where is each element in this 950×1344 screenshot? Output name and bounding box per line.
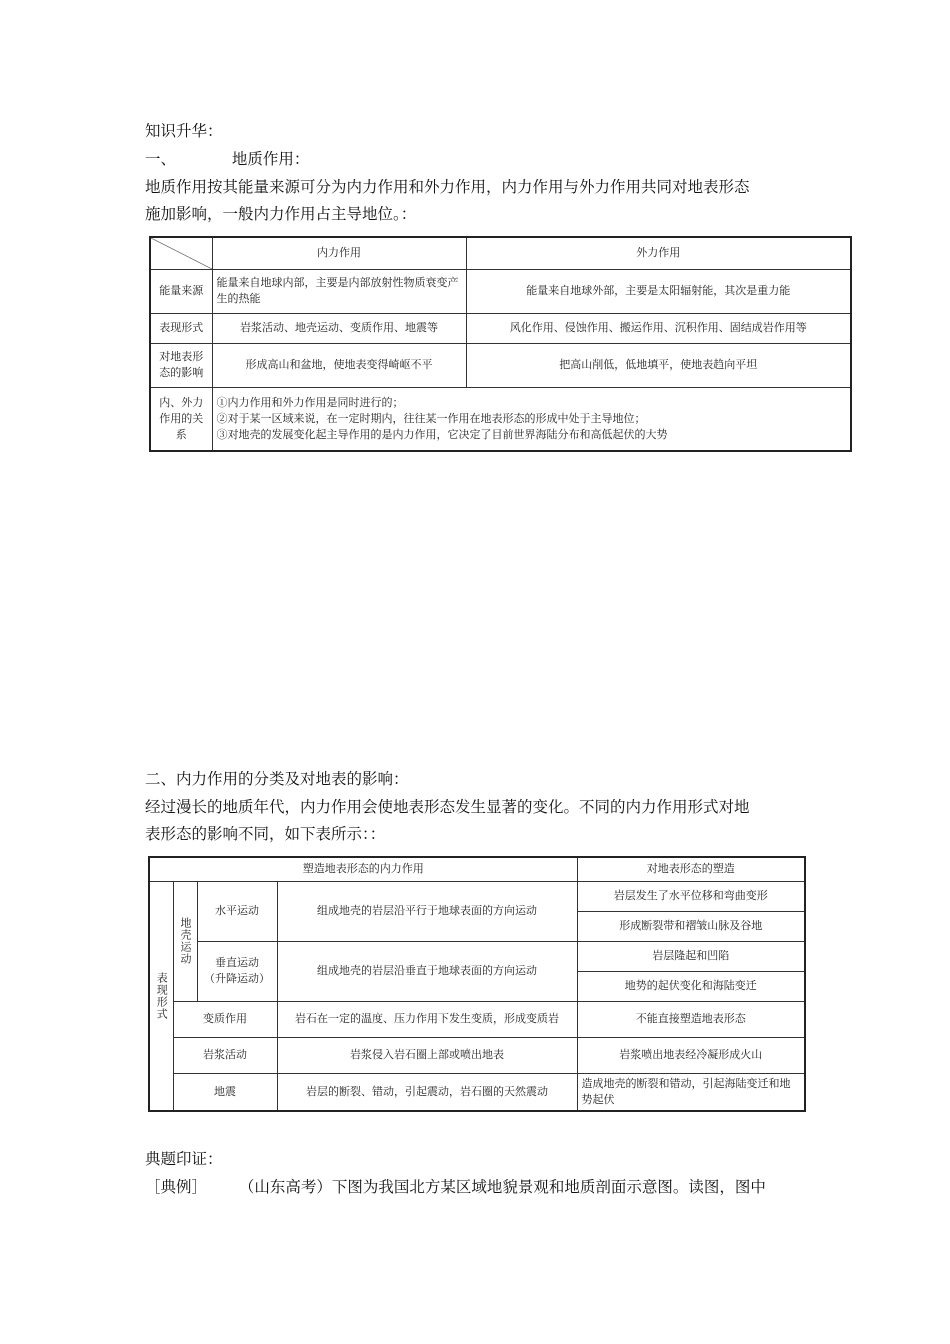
vertical-movement [197,941,277,1001]
section2-heading: 二、内力作用的分类及对地表的影响： [145,770,409,788]
cell-energy-external: 能量来自地球外部，主要是太阳辐射能，其次是重力能 [466,269,851,313]
earthquake-effect: 造成地壳的断裂和错动，引起海陆变迁和地势起伏 [577,1073,805,1111]
cell-forms-external: 风化作用、侵蚀作用、搬运作用、沉积作用、固结成岩作用等 [466,313,851,343]
metamorphism: 变质作用 [173,1001,277,1037]
row-label-energy: 能量来源 [150,269,212,313]
diagonal-header-cell [150,237,212,269]
section1-number: 一、 [145,150,177,168]
internal-forces-table [148,856,806,1112]
header-internal: 内力作用 [212,237,466,269]
row-label-relation: 内、外力作用的关系 [150,387,212,451]
section2-para-line2: 表形态的影响不同，如下表所示：： [145,825,386,843]
horizontal-desc: 组成地壳的岩层沿平行于地球表面的方向运动 [277,881,577,941]
label-forms: 表现形式 [149,881,173,1111]
section1-para-line2: 施加影响，一般内力作用占主导地位。： [145,205,417,223]
magma-desc: 岩浆侵入岩石圈上部或喷出地表 [277,1037,577,1073]
magma-effect: 岩浆喷出地表经冷凝形成火山 [577,1037,805,1073]
example-tag: ［典例］ [145,1178,208,1196]
vertical-desc: 组成地壳的岩层沿垂直于地球表面的方向运动 [277,941,577,1001]
row-label-impact: 对地表形态的影响 [150,343,212,387]
relation-line-3: ③对地壳的发展变化起主导作用的是内力作用，它决定了目前世界海陆分布和高低起伏的大势 [216,427,668,441]
geology-table [149,236,852,452]
vertical-effect-1: 岩层隆起和凹陷 [577,941,805,971]
section1-title: 地质作用： [231,150,310,168]
vertical-effect-2: 地势的起伏变化和海陆变迁 [577,971,805,1001]
relation-line-2: ②对于某一区域来说，在一定时期内，往往某一作用在地表形态的形成中处于主导地位； [216,411,646,425]
section2-para-line1: 经过漫长的地质年代，内力作用会使地表形态发生显著的变化。不同的内力作用形式对地 [145,798,750,816]
cell-energy-internal: 能量来自地球内部，主要是内部放射性物质衰变产生的热能 [212,269,466,313]
header-external: 外力作用 [466,237,851,269]
example-text: （山东高考）下图为我国北方某区域地貌景观和地质剖面示意图。读图，图中 [238,1178,766,1196]
section3-heading: 典题印证： [145,1150,223,1168]
vertical-movement-line2: （升降运动） [204,972,270,985]
relation-line-1: ①内力作用和外力作用是同时进行的； [216,395,404,409]
metamorphism-desc: 岩石在一定的温度、压力作用下发生变质，形成变质岩 [277,1001,577,1037]
earthquake: 地震 [173,1073,277,1111]
section-heading: 知识升华： [145,122,223,140]
cell-relation [212,387,851,451]
cell-impact-external: 把高山削低，低地填平，使地表趋向平坦 [466,343,851,387]
horizontal-movement: 水平运动 [197,881,277,941]
cell-impact-internal: 形成高山和盆地，使地表变得崎岖不平 [212,343,466,387]
row-label-forms: 表现形式 [150,313,212,343]
section1-para-line1: 地质作用按其能量来源可分为内力作用和外力作用，内力作用与外力作用共同对地表形态 [145,178,750,196]
horizontal-effect-1: 岩层发生了水平位移和弯曲变形 [577,881,805,911]
header-internal-forces: 塑造地表形态的内力作用 [149,857,577,881]
metamorphism-effect: 不能直接塑造地表形态 [577,1001,805,1037]
example-line [145,1176,766,1198]
magma-activity: 岩浆活动 [173,1037,277,1073]
cell-forms-internal: 岩浆活动、地壳运动、变质作用、地震等 [212,313,466,343]
section1-heading [145,148,309,170]
header-shaping: 对地表形态的塑造 [577,857,805,881]
horizontal-effect-2: 形成断裂带和褶皱山脉及谷地 [577,911,805,941]
earthquake-desc: 岩层的断裂、错动，引起震动，岩石圈的天然震动 [277,1073,577,1111]
vertical-movement-line1: 垂直运动 [215,956,259,969]
label-crust-movement: 地壳运动 [173,881,197,1001]
